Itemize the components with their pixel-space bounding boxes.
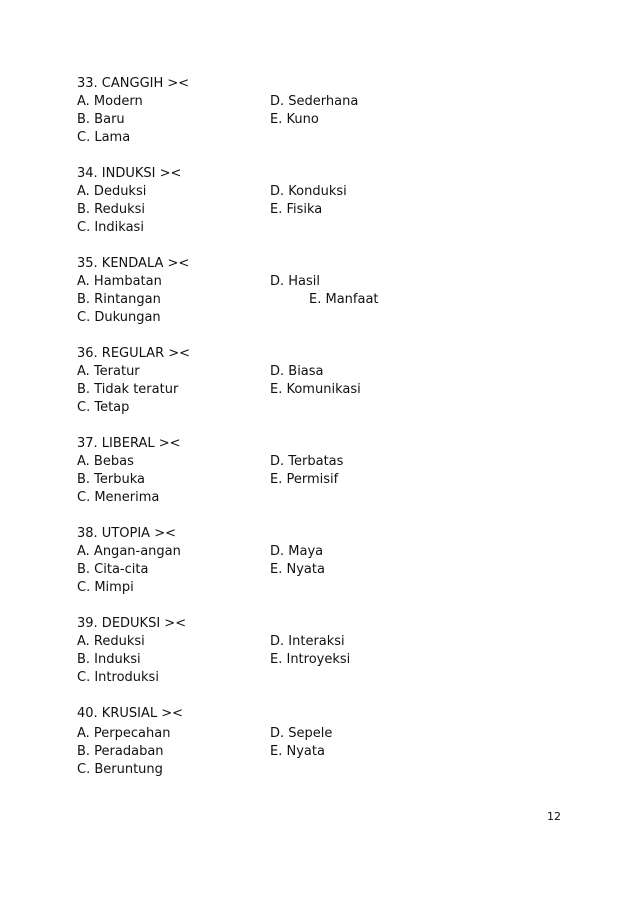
option-c: C. Menerima — [77, 490, 160, 505]
option-e: E. Manfaat — [309, 292, 379, 307]
option-e: E. Introyeksi — [270, 652, 351, 667]
option-e: E. Komunikasi — [270, 382, 361, 397]
option-c: C. Beruntung — [77, 762, 163, 777]
option-a: A. Angan-angan — [77, 544, 181, 559]
option-a: A. Hambatan — [77, 274, 162, 289]
option-a: A. Teratur — [77, 364, 140, 379]
option-e: E. Nyata — [270, 744, 325, 759]
option-d: D. Konduksi — [270, 184, 347, 199]
option-e: E. Kuno — [270, 112, 319, 127]
option-c: C. Lama — [77, 130, 131, 145]
option-d: D. Terbatas — [270, 454, 344, 469]
option-b: B. Induksi — [77, 652, 141, 667]
option-c: C. Mimpi — [77, 580, 134, 595]
option-b: B. Cita-cita — [77, 562, 149, 577]
question-title: 36. REGULAR >< — [77, 346, 191, 361]
option-b: B. Rintangan — [77, 292, 161, 307]
question-title: 37. LIBERAL >< — [77, 436, 181, 451]
option-a: A. Deduksi — [77, 184, 147, 199]
question-title: 39. DEDUKSI >< — [77, 616, 187, 631]
option-b: B. Tidak teratur — [77, 382, 179, 397]
question-title: 34. INDUKSI >< — [77, 166, 182, 181]
option-b: B. Reduksi — [77, 202, 146, 217]
option-d: D. Maya — [270, 544, 324, 559]
question-title: 33. CANGGIH >< — [77, 76, 190, 91]
option-b: B. Baru — [77, 112, 125, 127]
option-b: B. Terbuka — [77, 472, 146, 487]
option-d: D. Sederhana — [270, 94, 359, 109]
option-c: C. Indikasi — [77, 220, 144, 235]
option-a: A. Modern — [77, 94, 143, 109]
option-c: C. Introduksi — [77, 670, 159, 685]
option-c: C. Dukungan — [77, 310, 161, 325]
option-a: A. Bebas — [77, 454, 134, 469]
option-e: E. Nyata — [270, 562, 325, 577]
option-e: E. Permisif — [270, 472, 339, 487]
option-d: D. Sepele — [270, 726, 333, 741]
option-d: D. Interaksi — [270, 634, 345, 649]
option-a: A. Perpecahan — [77, 726, 171, 741]
question-title: 35. KENDALA >< — [77, 256, 190, 271]
option-a: A. Reduksi — [77, 634, 145, 649]
option-d: D. Biasa — [270, 364, 324, 379]
question-title: 40. KRUSIAL >< — [77, 706, 184, 721]
option-d: D. Hasil — [270, 274, 321, 289]
page-number: 12 — [547, 810, 561, 823]
question-title: 38. UTOPIA >< — [77, 526, 176, 541]
option-c: C. Tetap — [77, 400, 130, 415]
option-b: B. Peradaban — [77, 744, 164, 759]
option-e: E. Fisika — [270, 202, 323, 217]
